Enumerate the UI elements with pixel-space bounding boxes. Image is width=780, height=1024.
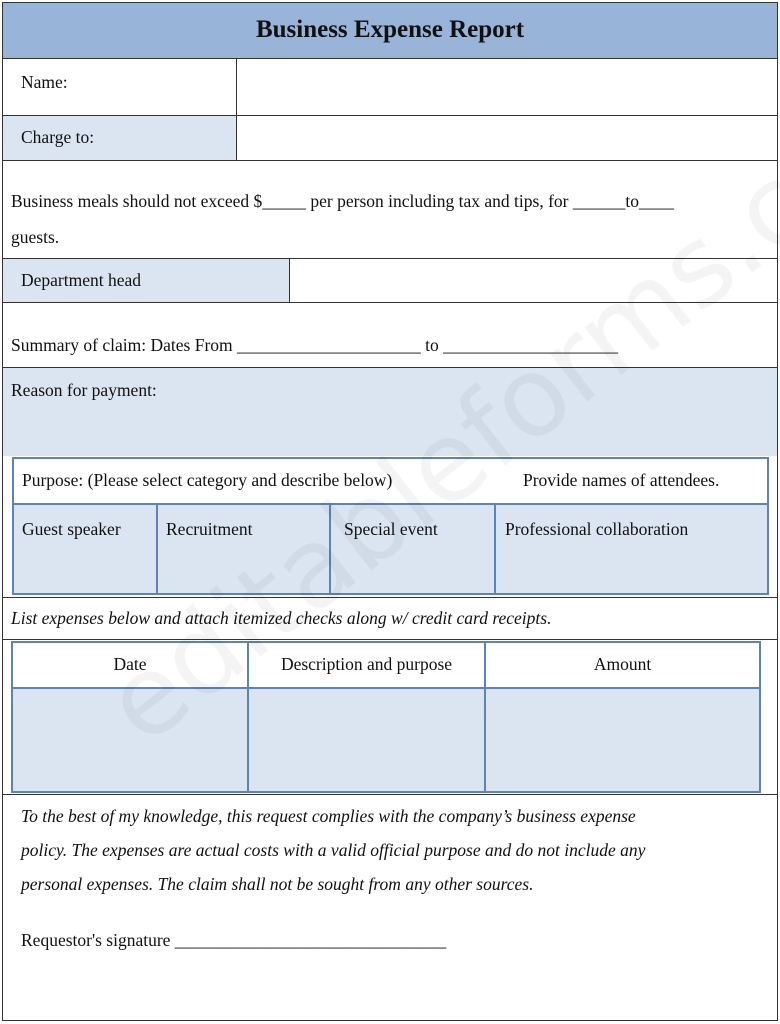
form-title: Business Expense Report <box>3 3 777 59</box>
department-input[interactable] <box>290 259 777 302</box>
column-amount: Amount <box>593 654 652 674</box>
divider-line <box>3 794 777 795</box>
category-professional-collaboration[interactable] <box>496 505 767 593</box>
name-label: Name: <box>21 72 68 92</box>
purpose-header-right: Provide names of attendees. <box>523 470 720 490</box>
category-special-event[interactable] <box>331 505 494 593</box>
charge-input[interactable] <box>237 116 777 160</box>
expense-instruction: List expenses below and attach itemized checks along w/ credit card receipts. <box>11 608 552 628</box>
signature-line[interactable]: Requestor's signature _______________________________ <box>21 930 447 950</box>
summary-text: Summary of claim: Dates From _____________________ to ____________________ <box>11 335 619 355</box>
category-label: Recruitment <box>166 519 253 539</box>
divider-line <box>3 160 777 161</box>
reason-label: Reason for payment: <box>11 380 157 400</box>
category-label: Special event <box>344 519 438 539</box>
column-description: Description and purpose <box>280 654 453 674</box>
category-label: Guest speaker <box>22 519 121 539</box>
divider-line <box>3 302 777 303</box>
meals-text-line2: guests. <box>11 227 60 247</box>
category-label: Professional collaboration <box>505 519 689 539</box>
divider-line <box>3 639 777 640</box>
charge-label-cell <box>3 116 236 160</box>
category-recruitment[interactable] <box>158 505 329 593</box>
expense-date-cell[interactable] <box>13 689 247 791</box>
column-date: Date <box>113 654 147 674</box>
purpose-header-left: Purpose: (Please select category and describe below) <box>22 470 393 490</box>
divider-line <box>3 597 777 598</box>
reason-cell[interactable] <box>3 368 777 456</box>
department-label-cell <box>3 259 289 302</box>
expense-amount-cell[interactable] <box>486 689 759 791</box>
meals-text-line1: Business meals should not exceed $_____ per person including tax and tips, for ______to____ <box>11 191 674 211</box>
department-label: Department head <box>21 270 142 290</box>
certification-line1: To the best of my knowledge, this request complies with the company’s business expense <box>21 806 636 826</box>
certification-line2: policy. The expenses are actual costs with a valid official purpose and do not include any <box>21 840 646 860</box>
expense-description-cell[interactable] <box>249 689 484 791</box>
charge-label: Charge to: <box>21 127 95 147</box>
certification-line3: personal expenses. The claim shall not be sought from any other sources. <box>21 874 534 894</box>
category-guest-speaker[interactable] <box>14 505 156 593</box>
name-input[interactable] <box>237 59 777 115</box>
